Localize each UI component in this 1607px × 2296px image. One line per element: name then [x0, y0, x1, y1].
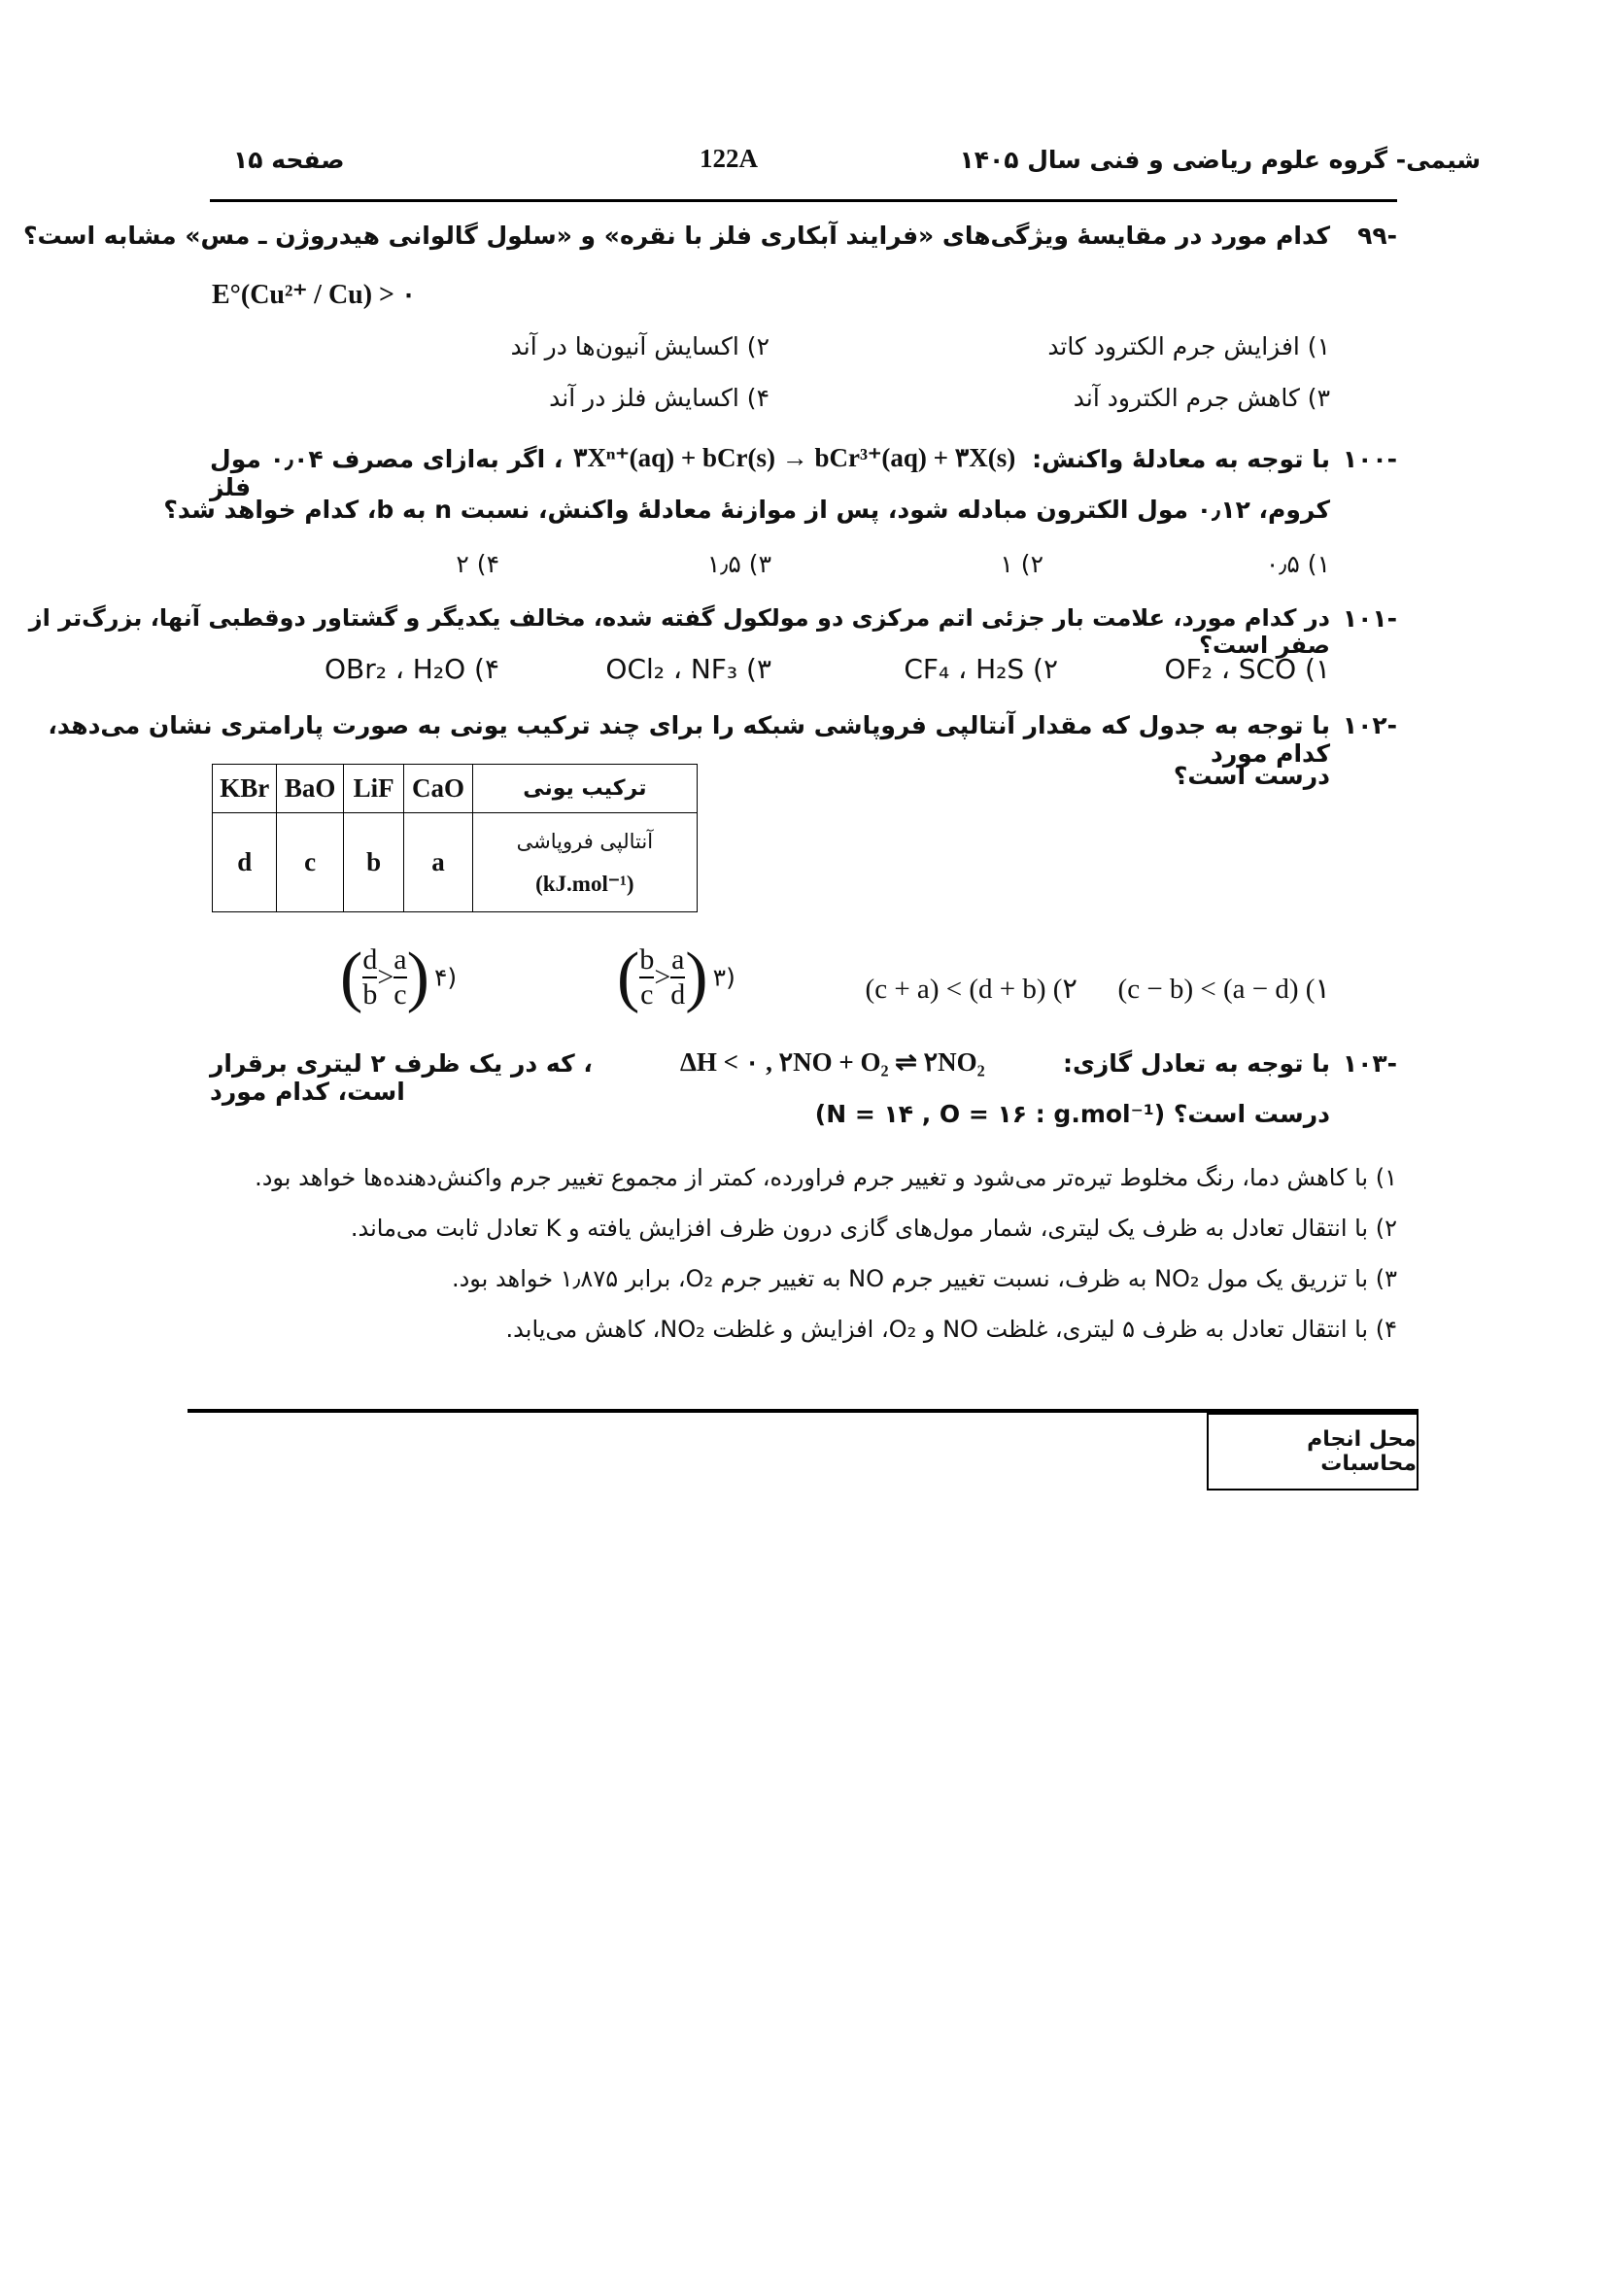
- question-102-text-line2: درست است؟: [1173, 762, 1330, 790]
- q100-option-4: ۴) ۲: [456, 550, 499, 578]
- q103-option-3: ۳) با تزریق یک مول NO₂ به ظرف، نسبت تغییر جرم NO به تغییر جرم O₂، برابر ۱٫۸۷۵ خواهد بود.: [451, 1265, 1397, 1292]
- page-number: صفحه ۱۵: [233, 146, 345, 174]
- question-103-number: -۱۰۳: [1342, 1049, 1397, 1078]
- table-row-label: [472, 813, 697, 912]
- option-number: ۴): [433, 963, 458, 992]
- q100-option-3: ۳) ۱٫۵: [706, 550, 771, 578]
- q100-option-2: ۲) ۱: [1000, 550, 1043, 578]
- q101-option-3: ۳) OCl₂ ، NF₃: [605, 653, 771, 685]
- q101-option-1: ۱) OF₂ ، SCO: [1164, 653, 1330, 685]
- denominator: c: [393, 978, 407, 1011]
- table-header-cao: CaO: [404, 765, 472, 813]
- q102-option-1: ۱) (a − d) > (c − b): [1117, 974, 1330, 1005]
- q99-option-3: ۳) کاهش جرم الکترود آند: [1073, 384, 1330, 412]
- table-header-kbr: KBr: [213, 765, 277, 813]
- question-99-number: -۹۹: [1357, 222, 1397, 250]
- question-102-number: -۱۰۲: [1342, 711, 1397, 739]
- table-header-lif: LiF: [343, 765, 404, 813]
- fraction: [670, 943, 685, 1011]
- q102-option-2: ۲) (d + b) > (c + a): [865, 974, 1077, 1005]
- option-number: ۳): [712, 963, 735, 992]
- question-102-text-line1: با توجه به جدول که مقدار آنتالپی فروپاشی شبکه را برای چند ترکیب یونی به صورت پارامتری نشان می‌دهد، کدام مورد: [48, 711, 1330, 768]
- table-value-b: b: [343, 813, 404, 912]
- denominator: b: [362, 978, 378, 1011]
- fraction: [393, 943, 406, 1011]
- numerator: a: [393, 943, 406, 978]
- q100-option-1: ۱) ۰٫۵: [1265, 550, 1330, 578]
- paren-open: (: [617, 940, 640, 1014]
- table-header-label: ترکیب یونی: [472, 765, 697, 813]
- question-100-text-pre: با توجه به معادلهٔ واکنش:: [1032, 445, 1330, 473]
- header-rule: [210, 199, 1397, 202]
- fraction: [639, 943, 654, 1011]
- question-103-text-line2: درست است؟ (N = ۱۴ , O = ۱۶ : g.mol⁻¹): [814, 1100, 1330, 1128]
- table-header-bao: BaO: [277, 765, 343, 813]
- question-101-text: در کدام مورد، علامت بار جزئی اتم مرکزی دو مولکول گفته شده، مخالف یکدیگر و گشتاور دوقطبی آنها، بزرگ‌تر از صفر است؟: [28, 604, 1330, 659]
- q103-option-2: ۲) با انتقال تعادل به ظرف یک لیتری، شمار مول‌های گازی درون ظرف افزایش یافته و K تعادل ثابت می‌ماند.: [350, 1215, 1397, 1242]
- q99-option-1: ۱) افزایش جرم الکترود کاتد: [1047, 332, 1330, 360]
- enthalpy-table: [212, 764, 698, 912]
- q99-option-4: ۴) اکسایش فلز در آند: [549, 384, 769, 412]
- q103-option-1: ۱) با کاهش دما، رنگ مخلوط تیره‌تر می‌شود و تغییر جرم فراورده، کمتر از مجموع تغییر جرم واکنش‌دهنده‌ها خواهد بود.: [255, 1164, 1397, 1191]
- booklet-code: 122A: [700, 144, 758, 173]
- header-title: شیمی- گروه علوم ریاضی و فنی سال ۱۴۰۵: [959, 146, 1481, 174]
- greater-than: >: [654, 961, 671, 993]
- table-row-label-title: آنتالپی فروپاشی: [516, 829, 654, 853]
- question-100-equation: ۳Xⁿ⁺(aq) + bCr(s) → bCr³⁺(aq) + ۳X(s): [573, 443, 1016, 472]
- question-101-number: -۱۰۱: [1342, 604, 1397, 633]
- numerator: b: [639, 943, 654, 978]
- question-99-text: کدام مورد در مقایسهٔ ویژگی‌های «فرایند آبکاری فلز با نقره» و «سلول گالوانی هیدروژن ـ مس» مشابه است؟: [22, 222, 1330, 250]
- numerator: d: [362, 943, 377, 978]
- table-value-a: a: [404, 813, 472, 912]
- question-100-number: -۱۰۰: [1342, 445, 1397, 473]
- question-100-text-post: ، اگر به‌ازای مصرف ۰٫۰۴ مول فلز: [210, 445, 564, 501]
- table-value-c: c: [277, 813, 343, 912]
- calculation-area-label: محل انجام محاسبات: [1207, 1413, 1419, 1491]
- paren-close: ): [406, 940, 429, 1014]
- question-103-text-pre: با توجه به تعادل گازی:: [1062, 1049, 1330, 1078]
- paren-open: (: [340, 940, 363, 1014]
- greater-than: >: [377, 961, 394, 993]
- numerator: a: [670, 943, 685, 978]
- q102-option-4: [340, 939, 457, 1016]
- q103-option-4: ۴) با انتقال تعادل به ظرف ۵ لیتری، غلظت NO و O₂، افزایش و غلظت NO₂، کاهش می‌یابد.: [505, 1316, 1397, 1343]
- table-value-d: d: [213, 813, 277, 912]
- q102-option-3: [617, 939, 735, 1016]
- question-103-text-post: ، که در یک ظرف ۲ لیتری برقرار است، کدام مورد: [210, 1049, 593, 1106]
- denominator: d: [670, 978, 686, 1011]
- question-103-equation: ΔH < ۰ , ۲NO + O₂ ⇌ ۲NO₂: [680, 1047, 985, 1077]
- q101-option-4: ۴) OBr₂ ، H₂O: [324, 653, 499, 685]
- q101-option-2: ۲) CF₄ ، H₂S: [904, 653, 1058, 685]
- denominator: c: [640, 978, 654, 1011]
- table-row-label-unit: (kJ.mol⁻¹): [535, 871, 634, 896]
- paren-close: ): [685, 940, 708, 1014]
- q99-option-2: ۲) اکسایش آنیون‌ها در آند: [510, 332, 769, 360]
- fraction: [362, 943, 377, 1011]
- question-99-formula: E°(Cu²⁺ / Cu) > ۰: [212, 280, 417, 310]
- question-100-text-line2: کروم، ۰٫۱۲ مول الکترون مبادله شود، پس از موازنهٔ معادلهٔ واکنش، نسبت n به b، کدام خواهد شد؟: [163, 496, 1330, 524]
